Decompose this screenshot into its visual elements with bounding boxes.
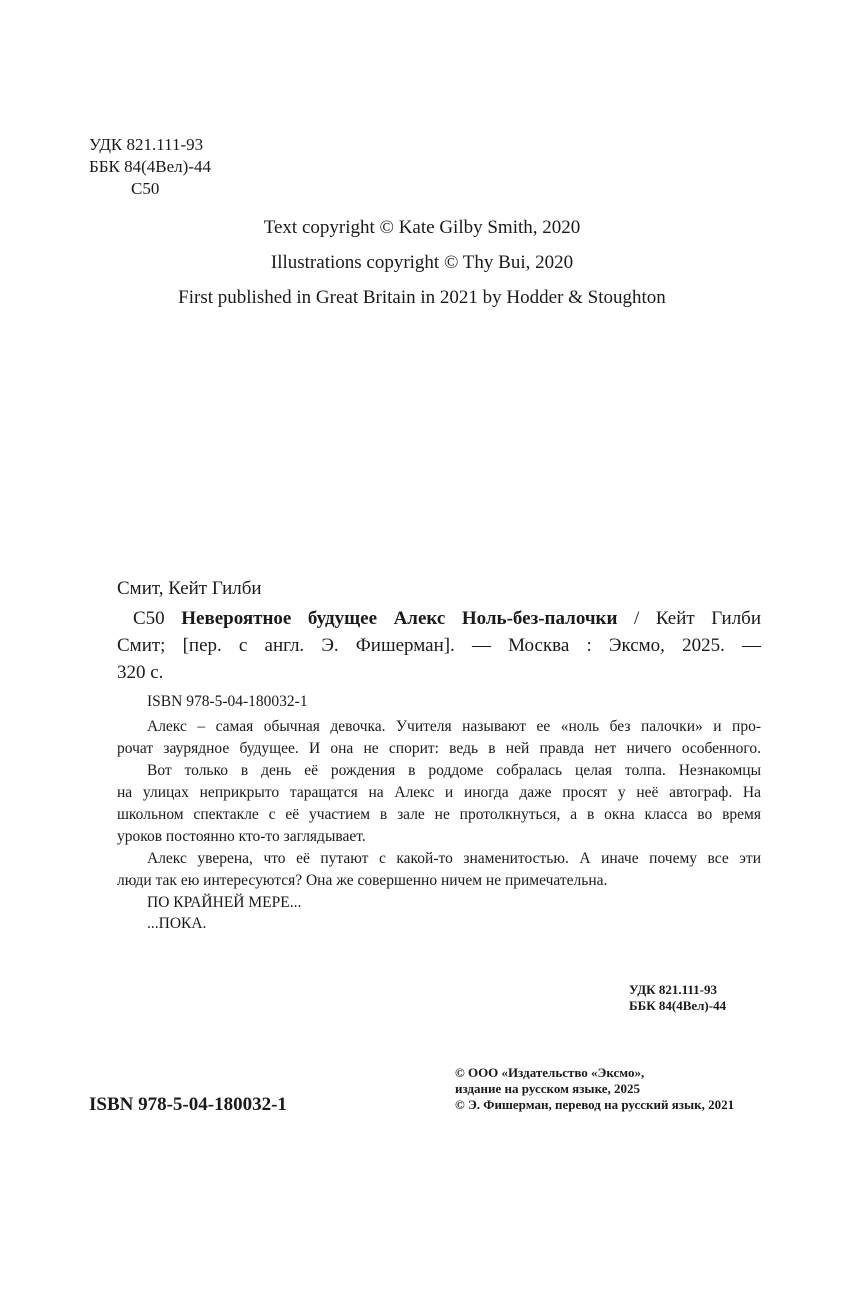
catalog-line-3: 320 с. [117,662,164,683]
annotation-line-3: Вот только в день её рождения в роддоме собралась целая толпа. Незнакомцы [147,762,761,779]
footer-copyright-2: издание на русском языке, 2025 [455,1081,641,1096]
udk-code: УДК 821.111-93 [89,135,204,154]
annotation-line-1: Алекс – самая обычная девочка. Учителя называют ее «ноль без палочки» и про- [147,718,761,735]
catalog-author-heading: Смит, Кейт Гилби [117,578,262,599]
annotation-line-4: на улицах неприкрыто таращатся на Алекс и иногда даже просят у неё автограф. На [117,784,761,801]
footer-copyright-3: © Э. Фишерман, перевод на русский язык, 2021 [455,1097,735,1112]
catalog-author-rest: / Кейт Гилби [634,608,762,629]
catalog-isbn: ISBN 978-5-04-180032-1 [147,693,308,710]
catalog-line-1 [133,606,761,632]
first-published: First published in Great Britain in 2021 by Hodder & Stoughton [178,287,666,308]
catalog-code: С50 [133,608,165,629]
annotation-line-7: Алекс уверена, что её путают с какой-то знаменитостью. А иначе почему все эти [147,850,761,867]
annotation-line-9: ПО КРАЙНЕЙ МЕРЕ... [147,894,302,911]
author-sign-code: С50 [131,179,160,198]
footer-udk: УДК 821.111-93 [629,982,717,997]
annotation-line-6: уроков постоянно кто-то заглядывает. [117,828,366,845]
footer-isbn: ISBN 978-5-04-180032-1 [89,1094,287,1115]
annotation-line-10: ...ПОКА. [147,915,207,932]
illustrations-copyright: Illustrations copyright © Thy Bui, 2020 [270,252,574,273]
footer-copyright-1: © ООО «Издательство «Эксмо», [455,1065,645,1080]
catalog-line-2: Смит; [пер. с англ. Э. Фишерман]. — Москва : Эксмо, 2025. — [117,635,761,656]
annotation-line-5: школьном спектакле с её участием в зале не протолкнуться, а в окна класса во время [117,806,761,823]
bbk-code: ББК 84(4Вел)-44 [89,157,211,176]
annotation-line-2: рочат заурядное будущее. И она не спорит: ведь в ней правда нет ничего особенного. [117,740,761,757]
catalog-title: Невероятное будущее Алекс Ноль-без-палочки [181,608,618,629]
annotation-line-8: люди так ею интересуются? Она же совершенно ничем не примечательна. [117,872,608,889]
footer-bbk: ББК 84(4Вел)-44 [629,998,727,1013]
text-copyright: Text copyright © Kate Gilby Smith, 2020 [263,217,581,238]
